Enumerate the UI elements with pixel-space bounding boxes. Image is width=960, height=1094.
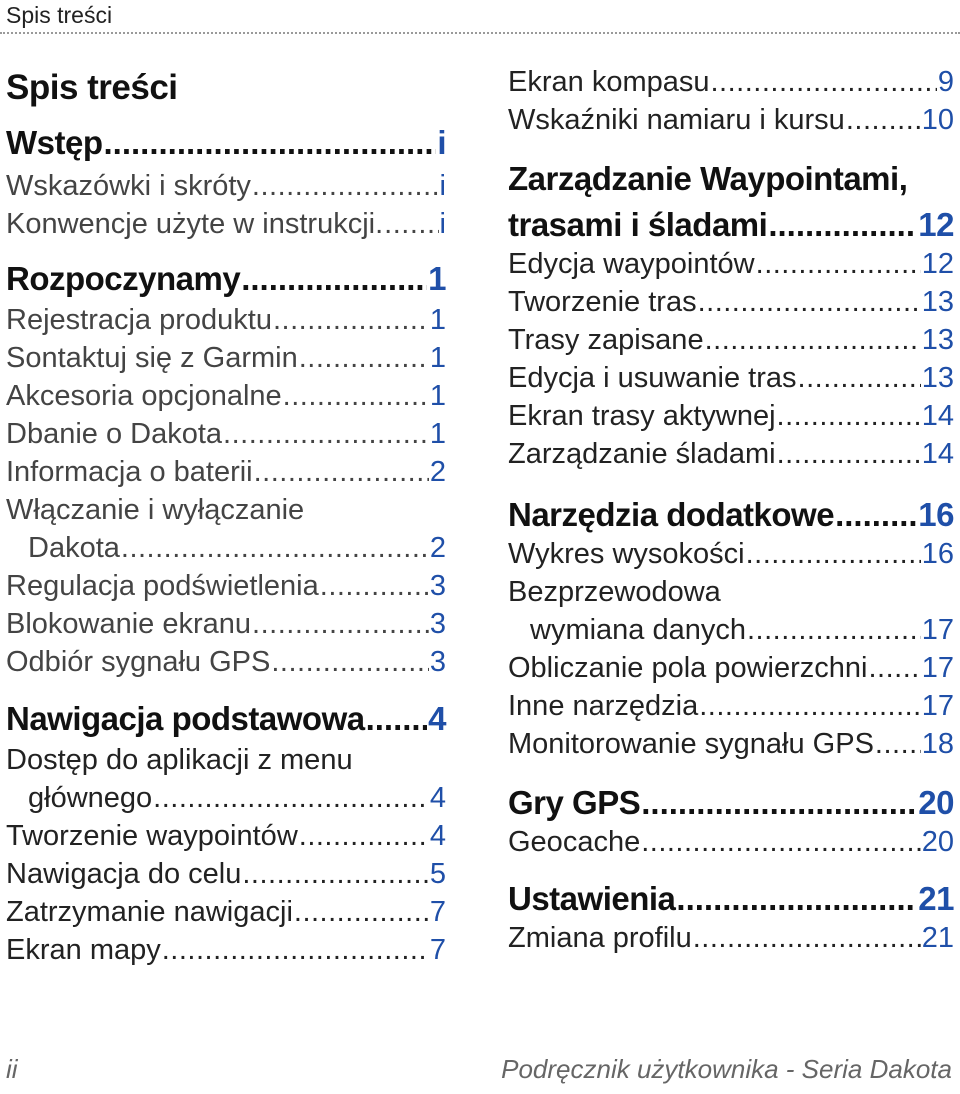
- toc-item-nawigacja-celu[interactable]: Nawigacja do celu ..... 5: [6, 858, 446, 891]
- toc-item-podswietlenie[interactable]: Regulacja podświetlenia ..... 3: [6, 570, 446, 603]
- toc-section-gry[interactable]: Gry GPS ..... 20: [508, 784, 954, 822]
- running-header: Spis treści: [6, 2, 113, 28]
- toc-item-dbanie[interactable]: Dbanie o Dakota ..... 1: [6, 418, 446, 451]
- toc-item-tworzenie-tras[interactable]: Tworzenie tras ..... 13: [508, 286, 954, 319]
- toc-item-rejestracja[interactable]: Rejestracja produktu ..... 1: [6, 304, 446, 337]
- toc-item-zatrzymanie[interactable]: Zatrzymanie nawigacji ..... 7: [6, 896, 446, 929]
- footer-page-number: ii: [6, 1054, 18, 1084]
- toc-item-monitorowanie[interactable]: Monitorowanie sygnału GPS ..... 18: [508, 728, 954, 761]
- toc-item-edycja-waypointow[interactable]: Edycja waypointów ..... 12: [508, 248, 954, 281]
- toc-item-ekran-trasy[interactable]: Ekran trasy aktywnej ..... 14: [508, 400, 954, 433]
- toc-item-konwencje[interactable]: Konwencje użyte w instrukcji. ..... i: [6, 208, 446, 241]
- toc-section-rozpoczynamy[interactable]: Rozpoczynamy ..... 1: [6, 260, 446, 298]
- toc-item-geocache[interactable]: Geocache ..... 20: [508, 826, 954, 859]
- toc-item-ekran-mapy[interactable]: Ekran mapy ..... 7: [6, 934, 446, 967]
- toc-item-ekran-kompasu[interactable]: Ekran kompasu ..... 9: [508, 66, 954, 99]
- toc-item-obliczanie[interactable]: Obliczanie pola powierzchni ..... 17: [508, 652, 954, 685]
- toc-item-zmiana-profilu[interactable]: Zmiana profilu ..... 21: [508, 922, 954, 955]
- toc-item-trasy-zapisane[interactable]: Trasy zapisane ..... 13: [508, 324, 954, 357]
- toc-item-zarzadzanie-sladami[interactable]: Zarządzanie śladami ..... 14: [508, 438, 954, 471]
- page-title: Spis treści: [6, 68, 178, 107]
- toc-item-bezprzewodowa-line1: Bezprzewodowa: [508, 576, 721, 608]
- toc-item-bezprzewodowa[interactable]: wymiana danych ..... 17: [508, 614, 954, 647]
- toc-item-akcesoria[interactable]: Akcesoria opcjonalne ..... 1: [6, 380, 446, 413]
- toc-item-kontakt[interactable]: Sontaktuj się z Garmin ..... 1: [6, 342, 446, 375]
- toc-section-zarzadzanie[interactable]: trasami i śladami ..... 12: [508, 206, 954, 244]
- footer-manual-title: Podręcznik użytkownika - Seria Dakota: [501, 1054, 952, 1084]
- toc-item-tworzenie-waypointow[interactable]: Tworzenie waypointów ..... 4: [6, 820, 446, 853]
- toc-item-dostep[interactable]: głównego ..... 4: [6, 782, 446, 815]
- toc-item-wlaczanie-line1: Włączanie i wyłączanie: [6, 494, 305, 526]
- header-divider: [0, 32, 960, 34]
- toc-item-blokowanie[interactable]: Blokowanie ekranu ..... 3: [6, 608, 446, 641]
- toc-section-narzedzia[interactable]: Narzędzia dodatkowe ..... 16: [508, 496, 954, 534]
- toc-item-wskazowki[interactable]: Wskazówki i skróty ..... i: [6, 170, 446, 203]
- toc-section-ustawienia[interactable]: Ustawienia ..... 21: [508, 880, 954, 918]
- toc-item-dostep-line1: Dostęp do aplikacji z menu: [6, 744, 353, 776]
- toc-item-wskazniki[interactable]: Wskaźniki namiaru i kursu ..... 10: [508, 104, 954, 137]
- toc-section-wstep[interactable]: Wstęp ..... i: [6, 124, 446, 162]
- toc-item-wlaczanie[interactable]: Dakota ..... 2: [6, 532, 446, 565]
- toc-item-bateria[interactable]: Informacja o baterii ..... 2: [6, 456, 446, 489]
- toc-section-zarzadzanie-line1: Zarządzanie Waypointami,: [508, 160, 908, 197]
- toc-item-odbior[interactable]: Odbiór sygnału GPS ..... 3: [6, 646, 446, 679]
- toc-section-nawigacja[interactable]: Nawigacja podstawowa ..... 4: [6, 700, 446, 738]
- toc-item-inne[interactable]: Inne narzędzia ..... 17: [508, 690, 954, 723]
- toc-item-edycja-tras[interactable]: Edycja i usuwanie tras ..... 13: [508, 362, 954, 395]
- toc-item-wykres[interactable]: Wykres wysokości ..... 16: [508, 538, 954, 571]
